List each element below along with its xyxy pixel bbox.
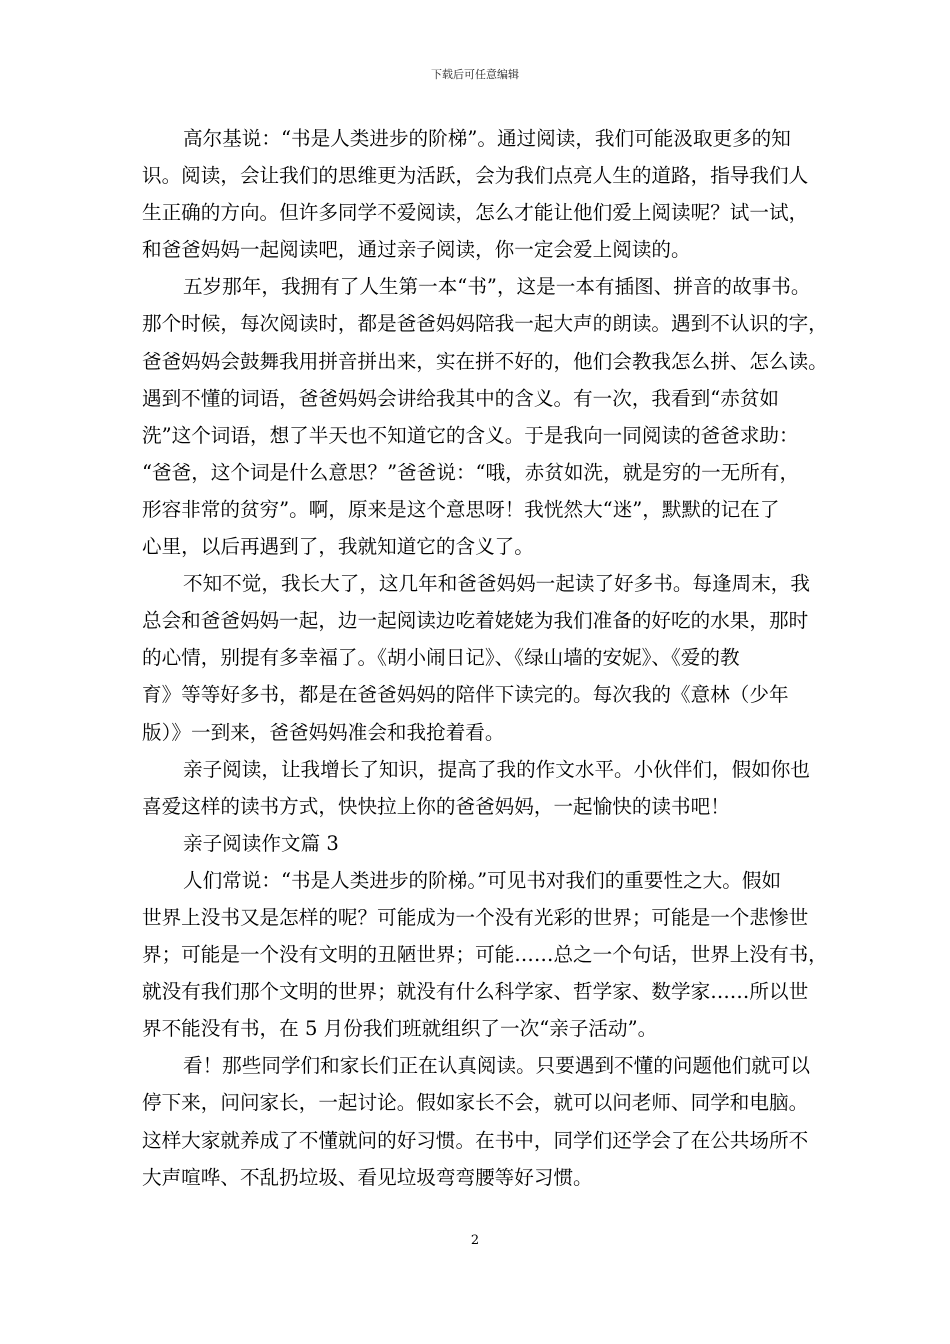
- text-line: 总会和爸爸妈妈一起，边一起阅读边吃着姥姥为我们准备的好吃的水果，那时: [142, 609, 809, 633]
- text-line: 停下来，问问家长，一起讨论。假如家长不会，就可以问老师、同学和电脑。: [142, 1091, 809, 1115]
- document-body: [142, 120, 828, 1196]
- page-header: 下载后可任意编辑: [431, 68, 519, 81]
- text-line: 大声喧哗、不乱扔垃圾、看见垃圾弯弯腰等好习惯。: [142, 1165, 593, 1189]
- text-line: 那个时候，每次阅读时，都是爸爸妈妈陪我一起大声的朗读。遇到不认识的字，: [142, 312, 828, 336]
- text-line: 版）》一到来，爸爸妈妈准会和我抢着看。: [142, 720, 505, 744]
- text-line: 高尔基说：“书是人类进步的阶梯”。通过阅读，我们可能汲取更多的知: [183, 127, 791, 150]
- text-line: 人们常说：“书是人类进步的阶梯。”可见书对我们的重要性之大。假如: [183, 868, 782, 892]
- text-line: 爸爸妈妈会鼓舞我用拼音拼出来，实在拼不好的，他们会教我怎么拼、怎么读。: [142, 349, 828, 373]
- text-line: 和爸爸妈妈一起阅读吧，通过亲子阅读，你一定会爱上阅读的。: [142, 238, 691, 262]
- text-line: 世界上没书又是怎样的呢？可能成为一个没有光彩的世界；可能是一个悲惨世: [142, 905, 809, 929]
- text-line: 亲子阅读，让我增长了知识，提高了我的作文水平。小伙伴们，假如你也: [183, 757, 810, 781]
- text-line: 的心情，别提有多幸福了。《胡小闹日记》、《绿山墙的安妮》、《爱的教: [142, 646, 740, 670]
- text-line: 亲子阅读作文篇 3: [183, 831, 339, 855]
- text-line: 形容非常的贫穷”。啊，原来是这个意思呀！我恍然大“迷”，默默的记在了: [142, 497, 780, 521]
- text-line: 喜爱这样的读书方式，快快拉上你的爸爸妈妈，一起愉快的读书吧！: [142, 794, 730, 818]
- text-line: “爸爸，这个词是什么意思？”爸爸说：“哦，赤贫如洗，就是穷的一无所有，: [142, 460, 800, 484]
- text-line: 这样大家就养成了不懂就问的好习惯。在书中，同学们还学会了在公共场所不: [142, 1128, 809, 1152]
- text-line: 五岁那年，我拥有了人生第一本“书”，这是一本有插图、拼音的故事书。: [183, 275, 811, 299]
- text-line: 遇到不懂的词语，爸爸妈妈会讲给我其中的含义。有一次，我看到“赤贫如: [142, 386, 780, 410]
- text-line: 不知不觉，我长大了，这几年和爸爸妈妈一起读了好多书。每逢周末，我: [183, 572, 810, 596]
- text-line: 心里，以后再遇到了，我就知道它的含义了。: [142, 535, 534, 559]
- text-line: 界不能没有书，在 5 月份我们班就组织了一次“亲子活动”。: [142, 1017, 658, 1041]
- text-line: 洗”这个词语，想了半天也不知道它的含义。于是我向一同阅读的爸爸求助：: [142, 423, 799, 447]
- text-line: 就没有我们那个文明的世界；就没有什么科学家、哲学家、数学家……所以世: [142, 980, 809, 1004]
- page-number: 2: [470, 1233, 480, 1248]
- text-line: 看！那些同学们和家长们正在认真阅读。只要遇到不懂的问题他们就可以: [183, 1054, 810, 1078]
- text-line: 育》等等好多书，都是在爸爸妈妈的陪伴下读完的。每次我的《意林（少年: [142, 683, 789, 707]
- text-line: 识。阅读，会让我们的思维更为活跃，会为我们点亮人生的道路，指导我们人: [142, 164, 809, 188]
- text-line: 生正确的方向。但许多同学不爱阅读，怎么才能让他们爱上阅读呢？试一试，: [142, 201, 809, 225]
- text-line: 界；可能是一个没有文明的丑陋世界；可能……总之一个句话，世界上没有书，: [142, 943, 828, 967]
